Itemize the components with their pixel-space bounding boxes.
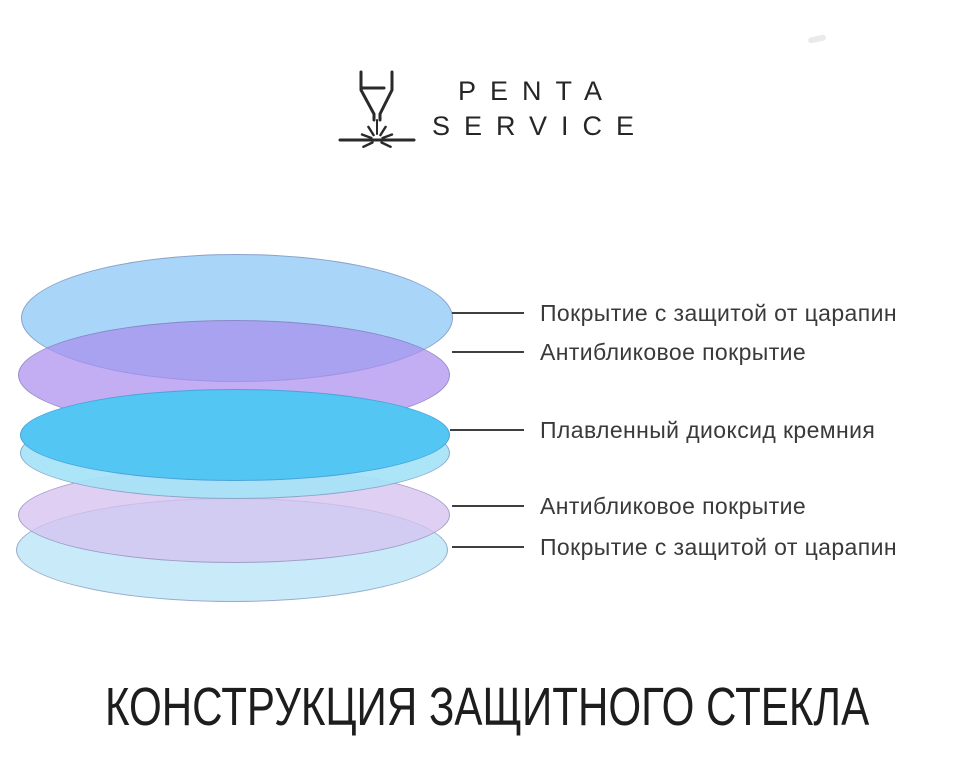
leader-line-3 — [450, 429, 524, 431]
page-title: КОНСТРУКЦИЯ ЗАЩИТНОГО СТЕКЛА — [104, 677, 870, 737]
layer-label-fused-silica: Плавленный диоксид кремния — [540, 417, 876, 443]
leader-line-2 — [452, 351, 524, 353]
layer-label-scratch-protection-bottom: Покрытие с защитой от царапин — [540, 534, 897, 560]
layer-label-anti-glare-top: Антибликовое покрытие — [540, 339, 807, 365]
laser-engraving-icon — [336, 64, 416, 154]
leader-line-5 — [452, 546, 524, 548]
layer-label-scratch-protection-top: Покрытие с защитой от царапин — [540, 300, 897, 326]
logo-text-service: SERVICE — [432, 111, 649, 141]
layer-label-anti-glare-bottom: Антибликовое покрытие — [540, 493, 807, 519]
leader-line-1 — [452, 312, 524, 314]
watermark-smudge — [808, 34, 827, 44]
layer-ellipse-fused-silica — [20, 389, 450, 481]
logo-text-penta: PENTA — [458, 76, 617, 106]
leader-line-4 — [452, 505, 524, 507]
